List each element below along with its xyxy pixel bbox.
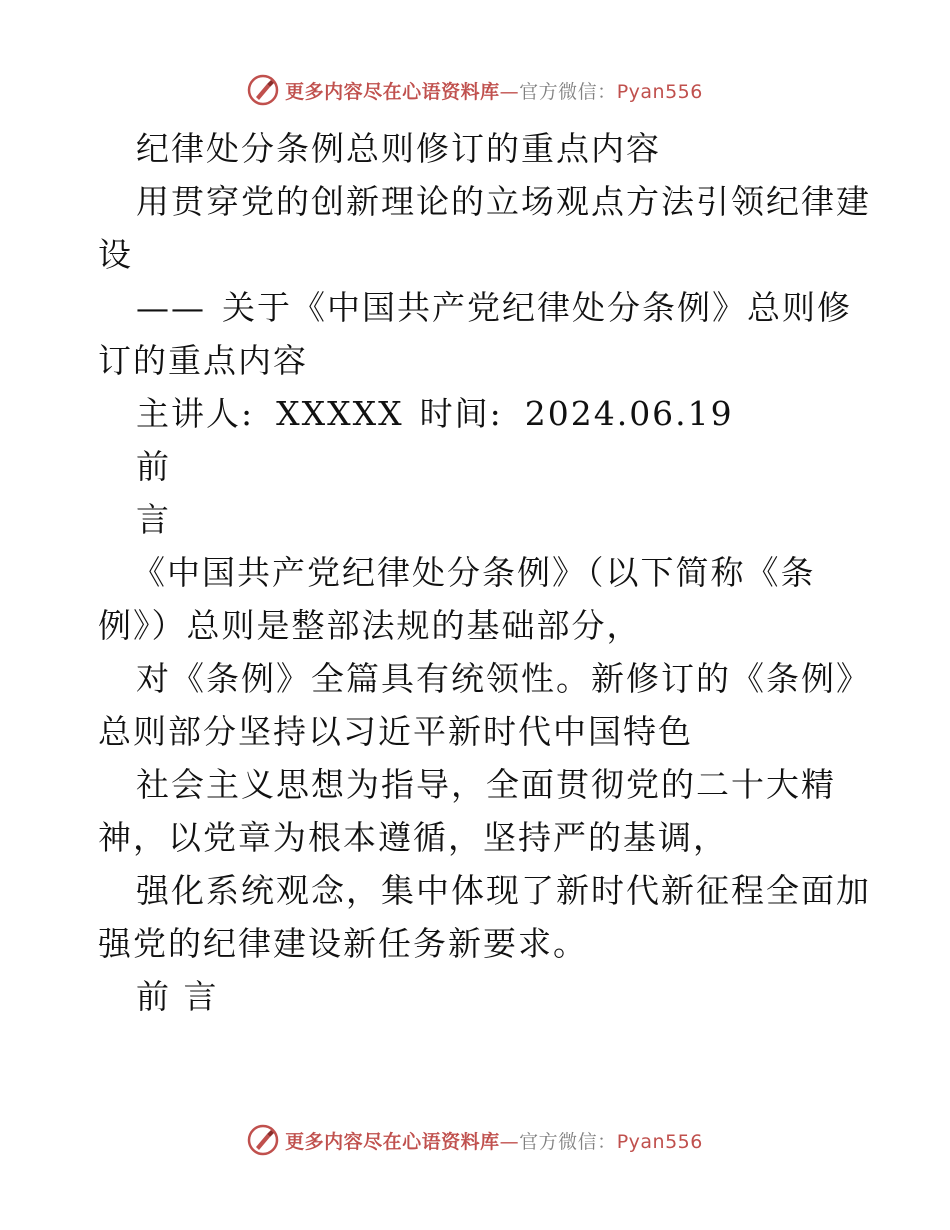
time-value: 2024.06.19 (524, 394, 734, 433)
banner-account-id: Pyan556 (616, 80, 703, 103)
paragraph-3-line-1: 社会主义思想为指导，全面贯彻党的二十大精 (136, 765, 836, 804)
banner-dash: — (499, 80, 520, 103)
speaker-name: XXXXX (276, 394, 404, 433)
speaker-label: 主讲人: (136, 394, 255, 433)
about-dash: —— (136, 288, 206, 327)
paragraph-1-line-1: 《中国共产党纪律处分条例》（以下简称《条 (132, 553, 816, 592)
banner-main-text: 更多内容尽在心语资料库 (285, 80, 500, 103)
footer-banner (0, 1120, 950, 1160)
footer-dash: — (499, 1130, 520, 1153)
preface-char-2: 言 (136, 500, 171, 539)
document-title: 纪律处分条例总则修订的重点内容 (136, 129, 661, 168)
pen-logo-icon (247, 74, 279, 106)
footer-account-id: Pyan556 (616, 1130, 703, 1153)
about-line-2: 订的重点内容 (98, 341, 308, 380)
banner-account-label: 官方微信： (519, 80, 617, 103)
about-text: 关于《中国共产党纪律处分条例》总则修 (222, 288, 852, 327)
paragraph-1-line-2: 例》）总则是整部法规的基础部分， (98, 606, 642, 645)
paragraph-2-line-2: 总则部分坚持以习近平新时代中国特色 (98, 712, 693, 751)
paragraph-3-line-2: 神，以党章为根本遵循，坚持严的基调， (98, 818, 728, 857)
header-banner (0, 70, 950, 110)
paragraph-4-line-1: 强化系统观念，集中体现了新时代新征程全面加 (136, 871, 871, 910)
footer-main-text: 更多内容尽在心语资料库 (285, 1130, 500, 1153)
paragraph-4-line-2: 强党的纪律建设新任务新要求。 (98, 924, 588, 963)
pen-logo-icon (247, 1124, 279, 1156)
preface-char-1: 前 (136, 447, 171, 486)
subtitle-line-2: 设 (98, 235, 133, 274)
speaker-line (98, 387, 858, 440)
time-label: 时间: (419, 394, 503, 433)
about-line-1 (98, 281, 858, 334)
footer-account-label: 官方微信： (519, 1130, 617, 1153)
subtitle-line-1: 用贯穿党的创新理论的立场观点方法引领纪律建 (136, 182, 871, 221)
document-body (98, 122, 871, 1023)
preface-heading: 前 言 (136, 977, 219, 1016)
paragraph-2-line-1: 对《条例》全篇具有统领性。新修订的《条例》 (136, 659, 871, 698)
